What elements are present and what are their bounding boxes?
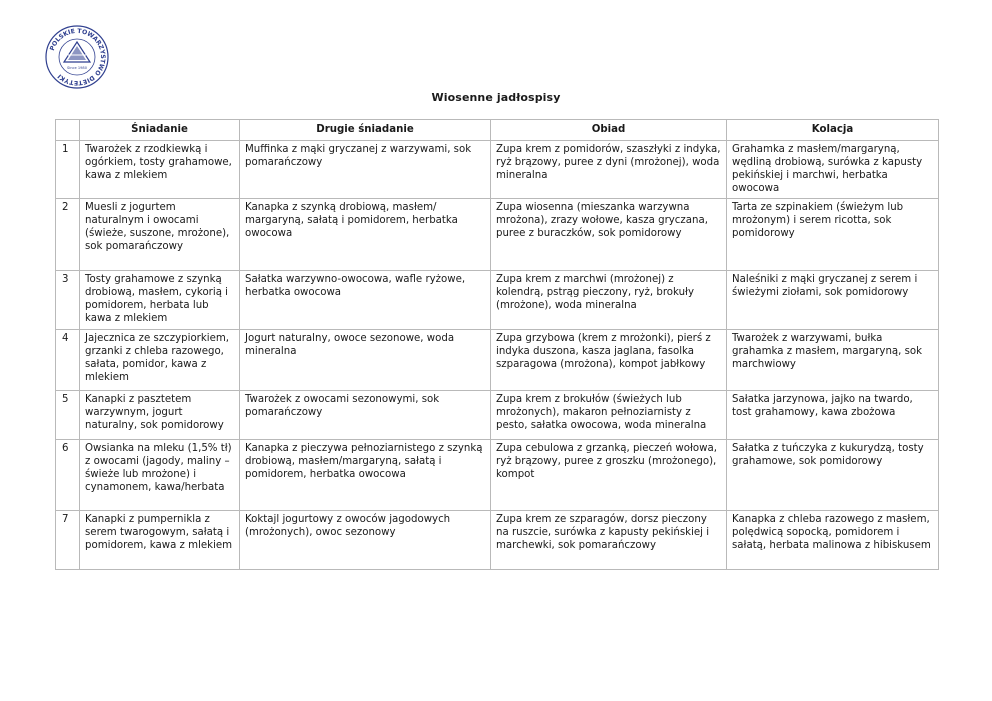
cell-sniadanie: Muesli z jogurtem naturalnym i owocami (świeże, suszone, mrożone), sok pomarańczowy xyxy=(80,199,240,271)
header-obiad: Obiad xyxy=(491,120,727,141)
cell-kolacja: Naleśniki z mąki gryczanej z serem i świeżymi ziołami, sok pomidorowy xyxy=(727,271,939,330)
row-number: 6 xyxy=(56,440,80,511)
cell-sniadanie: Tosty grahamowe z szynką drobiową, masłem, cykorią i pomidorem, herbata lub kawa z mlekiem xyxy=(80,271,240,330)
table-row xyxy=(56,199,939,271)
table-row xyxy=(56,440,939,511)
row-number: 4 xyxy=(56,330,80,391)
header-sniadanie: Śniadanie xyxy=(80,120,240,141)
seal-since: Since 1980 xyxy=(66,66,88,70)
row-number: 1 xyxy=(56,141,80,199)
table-row xyxy=(56,271,939,330)
row-number: 3 xyxy=(56,271,80,330)
table-row xyxy=(56,391,939,440)
cell-drugie-sniadanie: Twarożek z owocami sezonowymi, sok pomarańczowy xyxy=(240,391,491,440)
cell-drugie-sniadanie: Kanapka z pieczywa pełnoziarnistego z szynką drobiową, masłem/margaryną, sałatą i pomidorem, herbatka owocowa xyxy=(240,440,491,511)
cell-sniadanie: Kanapki z pasztetem warzywnym, jogurt naturalny, sok pomidorowy xyxy=(80,391,240,440)
header-drugie-sniadanie: Drugie śniadanie xyxy=(240,120,491,141)
cell-drugie-sniadanie: Kanapka z szynką drobiową, masłem/ margaryną, sałatą i pomidorem, herbatka owocowa xyxy=(240,199,491,271)
cell-obiad: Zupa cebulowa z grzanką, pieczeń wołowa, ryż brązowy, puree z groszku (mrożonego), kompot xyxy=(491,440,727,511)
cell-obiad: Zupa krem z brokułów (świeżych lub mrożonych), makaron pełnoziarnisty z pesto, sałatka owocowa, woda mineralna xyxy=(491,391,727,440)
table-row xyxy=(56,330,939,391)
cell-kolacja: Tarta ze szpinakiem (świeżym lub mrożonym) i serem ricotta, sok pomidorowy xyxy=(727,199,939,271)
cell-obiad: Zupa wiosenna (mieszanka warzywna mrożona), zrazy wołowe, kasza gryczana, puree z buraczków, sok pomidorowy xyxy=(491,199,727,271)
table-row xyxy=(56,511,939,570)
menu-table xyxy=(55,119,939,570)
table-row xyxy=(56,141,939,199)
cell-kolacja: Sałatka jarzynowa, jajko na twardo, tost grahamowy, kawa zbożowa xyxy=(727,391,939,440)
cell-kolacja: Kanapka z chleba razowego z masłem, polędwicą sopocką, pomidorem i sałatą, herbata malinowa z hibiskusem xyxy=(727,511,939,570)
cell-obiad: Zupa krem ze szparagów, dorsz pieczony na ruszcie, surówka z kapusty pekińskiej i marchewki, sok pomarańczowy xyxy=(491,511,727,570)
header-kolacja: Kolacja xyxy=(727,120,939,141)
cell-sniadanie: Jajecznica ze szczypiorkiem, grzanki z chleba razowego, sałata, pomidor, kawa z mlekiem xyxy=(80,330,240,391)
cell-drugie-sniadanie: Koktajl jogurtowy z owoców jagodowych (mrożonych), owoc sezonowy xyxy=(240,511,491,570)
cell-kolacja: Sałatka z tuńczyka z kukurydzą, tosty grahamowe, sok pomidorowy xyxy=(727,440,939,511)
header-number xyxy=(56,120,80,141)
cell-sniadanie: Kanapki z pumpernikla z serem twarogowym, sałatą i pomidorem, kawa z mlekiem xyxy=(80,511,240,570)
cell-obiad: Zupa grzybowa (krem z mrożonki), pierś z indyka duszona, kasza jaglana, fasolka szparagowa (mrożona), kompot jabłkowy xyxy=(491,330,727,391)
cell-drugie-sniadanie: Sałatka warzywno-owocowa, wafle ryżowe, herbatka owocowa xyxy=(240,271,491,330)
cell-sniadanie: Twarożek z rzodkiewką i ogórkiem, tosty grahamowe, kawa z mlekiem xyxy=(80,141,240,199)
cell-drugie-sniadanie: Jogurt naturalny, owoce sezonowe, woda mineralna xyxy=(240,330,491,391)
cell-sniadanie: Owsianka na mleku (1,5% tł) z owocami (jagody, maliny – świeże lub mrożone) i cynamonem, kawa/herbata xyxy=(80,440,240,511)
seal-text: POLSKIE TOWARZYSTWO DIETETYKI xyxy=(48,27,107,87)
page-title: Wiosenne jadłospisy xyxy=(431,91,561,104)
cell-drugie-sniadanie: Muffinka z mąki gryczanej z warzywami, sok pomarańczowy xyxy=(240,141,491,199)
society-seal-icon xyxy=(44,24,110,90)
row-number: 2 xyxy=(56,199,80,271)
cell-kolacja: Grahamka z masłem/margaryną, wędliną drobiową, surówka z kapusty pekińskiej i marchwi, herbatka owocowa xyxy=(727,141,939,199)
cell-obiad: Zupa krem z pomidorów, szaszłyki z indyka, ryż brązowy, puree z dyni (mrożonej), woda mineralna xyxy=(491,141,727,199)
header-row xyxy=(56,120,939,141)
row-number: 5 xyxy=(56,391,80,440)
cell-obiad: Zupa krem z marchwi (mrożonej) z kolendrą, pstrąg pieczony, ryż, brokuły (mrożone), woda mineralna xyxy=(491,271,727,330)
cell-kolacja: Twarożek z warzywami, bułka grahamka z masłem, margaryną, sok marchwiowy xyxy=(727,330,939,391)
row-number: 7 xyxy=(56,511,80,570)
